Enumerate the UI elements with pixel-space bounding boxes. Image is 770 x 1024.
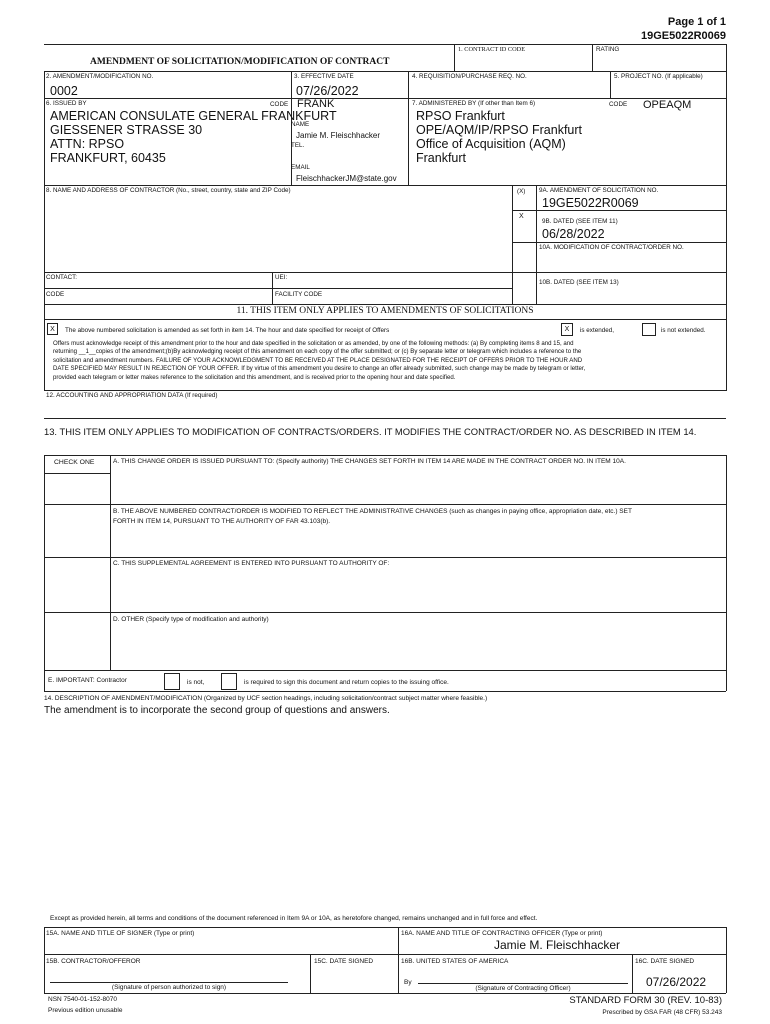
administered-line-2: OPE/AQM/IP/RPSO Frankfurt <box>416 123 583 137</box>
officer-name: Jamie M. Fleischhacker <box>494 938 621 952</box>
contact-label: CONTACT: <box>46 274 78 281</box>
administered-line-1: RPSO Frankfurt <box>416 109 505 123</box>
administered-label: 7. ADMINISTERED BY (If other than Item 6) <box>412 100 536 107</box>
contractor-label: 8. NAME AND ADDRESS OF CONTRACTOR (No., street, country, state and ZIP Code) <box>46 187 291 194</box>
x-column-header: (X) <box>517 188 526 195</box>
is-not-label: is not, <box>187 679 205 686</box>
issued-by-label: 6. ISSUED BY <box>46 100 87 107</box>
item13-a: A. THIS CHANGE ORDER IS ISSUED PURSUANT TO: (Specify authority) THE CHANGES SET FORTH IN ITEM 14 ARE MADE IN THE CONTRACT ORDER NO. IN ITEM 10A. <box>113 458 626 465</box>
signature-caption-contractor: (Signature of person authorized to sign) <box>111 984 227 991</box>
item13-c: C. THIS SUPPLEMENTAL AGREEMENT IS ENTERED INTO PURSUANT TO AUTHORITY OF: <box>113 560 390 567</box>
form-title: AMENDMENT OF SOLICITATION/MODIFICATION OF CONTRACT <box>90 57 390 67</box>
administered-code-label: CODE <box>609 101 628 108</box>
item11-title: 11. THIS ITEM ONLY APPLIES TO AMENDMENTS OF SOLICITATIONS <box>236 306 534 316</box>
email-label: EMAIL <box>291 164 310 171</box>
effective-date-label: 3. EFFECTIVE DATE <box>294 73 354 80</box>
amendment-9a-value: 19GE5022R0069 <box>542 196 639 210</box>
item14-text: The amendment is to incorporate the second group of questions and answers. <box>44 705 390 716</box>
item13-b-line1: B. THE ABOVE NUMBERED CONTRACT/ORDER IS MODIFIED TO REFLECT THE ADMINISTRATIVE CHANGES (such as changes in paying office, appropriation date, etc.) SET <box>113 508 632 515</box>
administered-line-4: Frankfurt <box>416 151 467 165</box>
dated-9b-label: 9B. DATED (SEE ITEM 11) <box>542 218 618 225</box>
issued-line-2: GIESSENER STRASSE 30 <box>50 123 203 137</box>
amendment-no-label: 2. AMENDMENT/MODIFICATION NO. <box>46 73 154 80</box>
administered-code-value: OPEAQM <box>643 99 692 111</box>
amendment-no-value: 0002 <box>50 84 78 98</box>
issued-line-3: ATTN: RPSO <box>50 137 125 151</box>
date-signed-value: 07/26/2022 <box>646 975 707 989</box>
item11-checkbox-not-extended[interactable] <box>642 323 656 336</box>
previous-edition: Previous edition unusable <box>48 1007 123 1014</box>
is-required-checkbox[interactable] <box>221 673 237 690</box>
item12-label: 12. ACCOUNTING AND APPROPRIATION DATA (If required) <box>46 392 218 399</box>
check-one-label: CHECK ONE <box>54 459 95 466</box>
is-not-checkbox[interactable] <box>164 673 180 690</box>
signer-15a-label: 15A. NAME AND TITLE OF SIGNER (Type or print) <box>46 930 195 937</box>
item14-label: 14. DESCRIPTION OF AMENDMENT/MODIFICATION (Organized by UCF section headings, including solicitation/contract subject matter where feasible.) <box>44 695 488 702</box>
email-value: FleischhackerJM@state.gov <box>296 174 397 183</box>
name-value: Jamie M. Fleischhacker <box>296 131 381 140</box>
item11-paragraph: Offers must acknowledge receipt of this amendment prior to the hour and date specified in the solicitation or as amended, by one of the following methods: (a) By completing items 8 and 15, and returning __1__copies of the amendment;(b)By acknowledging receipt of this amendment on each copy of the offer submitted; or (c) By separate letter or telegram which includes a reference to the solicitation and amendment numbers. FAILURE OF YOUR ACKNOWLEDGMENT TO BE RECEIVED AT THE PLACE DESIGNATED FOR THE RECEIPT OF OFFERS PRIOR TO THE HOUR AND DATE SPECIFIED MAY RESULT IN REJECTION OF YOUR OFFER. If by virtue of this amendment you desire to change an offer already submitted, such change may be made by telegram or letter, provided each telegram or letter makes reference to the solicitation and this amendment, and is received prior to the opening hour and date specified. <box>53 340 586 381</box>
effective-date-value: 07/26/2022 <box>296 84 359 98</box>
x-mark-9: X <box>519 213 524 220</box>
mod-10a-label: 10A. MODIFICATION OF CONTRACT/ORDER NO. <box>539 244 684 251</box>
is-required-label: is required to sign this document and return copies to the issuing office. <box>244 679 449 686</box>
date-16c-label: 16C. DATE SIGNED <box>635 958 695 965</box>
by-label: By <box>404 979 412 986</box>
contract-id-label: 1. CONTRACT ID CODE <box>458 46 526 53</box>
name-label: NAME <box>291 121 310 128</box>
issued-code-value: FRANK <box>297 98 335 110</box>
rating-label: RATING <box>596 46 620 53</box>
not-extended-label: is not extended. <box>661 327 706 334</box>
item13-b-line2: FORTH IN ITEM 14, PURSUANT TO THE AUTHORITY OF FAR 43.103(b). <box>113 518 331 525</box>
issued-line-4: FRANKFURT, 60435 <box>50 151 166 165</box>
standard-form-number: STANDARD FORM 30 (REV. 10-83) <box>569 995 722 1006</box>
signature-line-contractor <box>50 982 288 983</box>
contractor-15b-label: 15B. CONTRACTOR/OFFEROR <box>46 958 141 965</box>
tel-label: TEL. <box>291 142 305 149</box>
prescribed-by: Prescribed by GSA FAR (48 CFR) 53.243 <box>602 1009 722 1016</box>
uei-label: UEI: <box>275 274 288 281</box>
signature-line-officer <box>418 983 628 984</box>
officer-16a-label: 16A. NAME AND TITLE OF CONTRACTING OFFICER (Type or print) <box>401 930 603 937</box>
header-solicitation-number: 19GE5022R0069 <box>640 30 726 42</box>
dated-9b-value: 06/28/2022 <box>542 227 605 241</box>
requisition-label: 4. REQUISITION/PURCHASE REQ. NO. <box>412 73 527 80</box>
item11-text: The above numbered solicitation is amended as set forth in item 14. The hour and date specified for receipt of Offers <box>65 327 390 334</box>
issued-line-1: AMERICAN CONSULATE GENERAL FRANKFURT <box>50 109 337 123</box>
important-label: E. IMPORTANT: Contractor <box>48 677 127 684</box>
issued-code-label: CODE <box>270 101 289 108</box>
amendment-9a-label: 9A. AMENDMENT OF SOLICITATION NO. <box>539 187 659 194</box>
item11-checkbox-extended[interactable]: X <box>561 323 573 336</box>
usa-16b-label: 16B. UNITED STATES OF AMERICA <box>401 958 509 965</box>
item13-d: D. OTHER (Specify type of modification and authority) <box>113 616 269 623</box>
page-number: Page 1 of 1 <box>667 16 726 28</box>
signature-caption-officer: (Signature of Contracting Officer) <box>475 985 571 992</box>
contractor-code-label: CODE <box>46 291 65 298</box>
extended-label: is extended, <box>580 327 614 334</box>
administered-line-3: Office of Acquisition (AQM) <box>416 137 566 151</box>
item11-checkbox-1[interactable]: X <box>47 323 58 335</box>
date-15c-label: 15C. DATE SIGNED <box>314 958 374 965</box>
except-text: Except as provided herein, all terms and conditions of the document referenced in Item 9A or 10A, as heretofore changed, remains unchanged and in full force and effect. <box>50 915 538 922</box>
dated-10b-label: 10B. DATED (SEE ITEM 13) <box>539 279 619 286</box>
project-no-label: 5. PROJECT NO. (If applicable) <box>614 73 703 80</box>
rule <box>44 44 726 45</box>
nsn-number: NSN 7540-01-152-8070 <box>48 996 118 1003</box>
facility-code-label: FACILITY CODE <box>275 291 323 298</box>
item13-title: 13. THIS ITEM ONLY APPLIES TO MODIFICATION OF CONTRACTS/ORDERS. IT MODIFIES THE CONTRACT/ORDER NO. AS DESCRIBED IN ITEM 14. <box>44 426 697 437</box>
